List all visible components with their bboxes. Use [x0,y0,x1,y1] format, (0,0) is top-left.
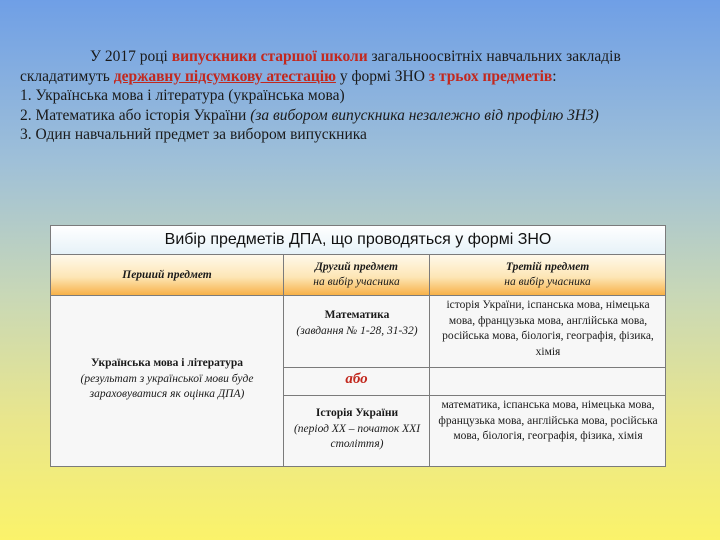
history-title: Історія України [315,407,399,419]
header-second-subtitle: на вибір учасника [313,276,400,288]
header-third-subtitle: на вибір учасника [504,276,591,288]
intro-paragraph [20,47,710,86]
math-note: (завдання № 1-28, 31-32) [296,324,418,337]
intro-text [20,47,710,145]
header-second-subject [284,255,429,296]
list-item-1: 1. Українська мова і література (українська мова) [20,87,345,104]
math-cell [291,308,423,339]
history-note: (період ХХ – початок ХХІ століття) [293,422,421,450]
column-divider [283,255,284,466]
intro-text-part: У 2017 році [90,48,172,65]
highlight-attestation: державну підсумкову атестацію [113,67,336,85]
header-third-subject [430,255,665,296]
first-subject-title: Українська мова і література [90,357,244,369]
intro-text-part: у формі ЗНО [335,67,429,85]
header-third-title: Третій предмет [505,261,590,273]
math-title: Математика [324,309,390,321]
intro-text-part: : [552,67,557,85]
header-first-subject [51,255,283,296]
header-second-title: Другий предмет [315,261,398,273]
or-label: або [345,371,368,387]
list-item-2-note: (за вибором випускника незалежно від профілю ЗНЗ) [250,106,599,124]
subjects-table [50,225,666,467]
highlight-three-subjects: з трьох предметів [428,67,553,85]
list-item-2 [20,106,710,126]
first-subject-cell [57,356,277,403]
row-divider [283,367,665,368]
history-third-options: математика, іспанська мова, німецька мова, французька мова, англійська мова, російська мова, біологія, географія, фізика, хімія [438,399,658,442]
highlight-graduates: випускники старшої школи [171,48,368,65]
first-subject-note: (результат з української мови буде зараховуватися як оцінка ДПА) [80,372,254,400]
history-cell [291,406,423,453]
math-third-options: історія України, іспанська мова, німецька мова, французька мова, англійська мова, російська мова, біологія, географія, фізика, хімія [442,299,654,358]
list-item-2-text: 2. Математика або історія України [20,106,251,124]
table-caption: Вибір предметів ДПА, що проводяться у формі ЗНО [51,226,665,255]
row-divider [283,395,665,396]
column-divider [429,255,430,466]
header-first-title: Перший предмет [122,268,212,281]
list-item-3: 3. Один навчальний предмет за вибором випускника [20,126,367,143]
intro-text-part: загальноосвітніх навчальних закладів складатимуть [20,48,621,85]
